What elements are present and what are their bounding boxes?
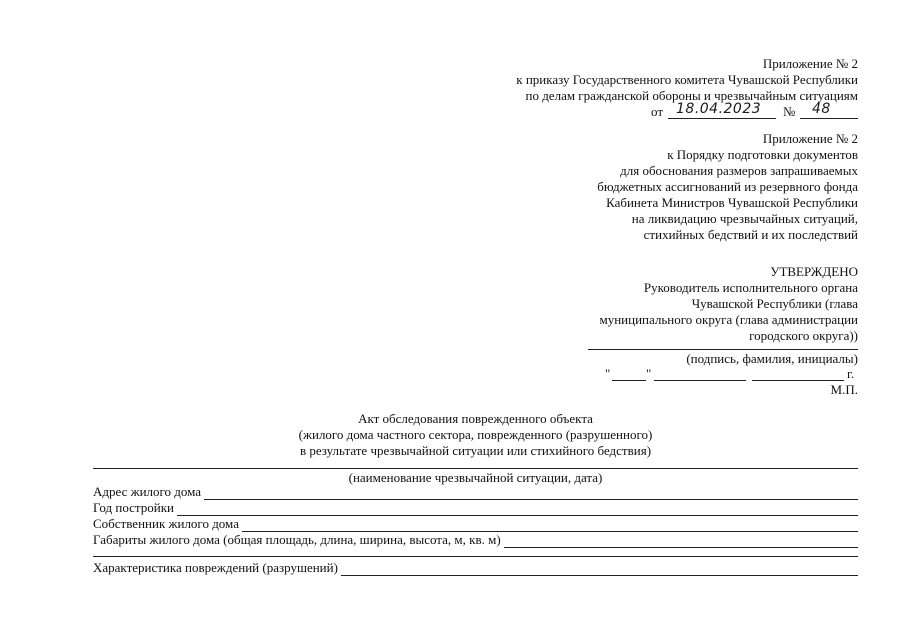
appendix2-line-5: Кабинета Министров Чувашской Республики	[606, 195, 858, 210]
number-underline	[800, 118, 858, 119]
field-owner-line	[242, 519, 858, 532]
field-address	[93, 484, 858, 500]
appendix2-line-2: к Порядку подготовки документов	[667, 147, 858, 162]
approval-date-quote-close: "	[646, 366, 652, 381]
field-dimensions-line	[504, 535, 858, 548]
act-title-line-3: в результате чрезвычайной ситуации или стихийного бедствия)	[299, 443, 652, 458]
appendix1-line-3: по делам гражданской обороны и чрезвычайным ситуациям	[525, 88, 858, 103]
approval-line-1: Руководитель исполнительного органа	[643, 280, 858, 295]
appendix2-line-1: Приложение № 2	[762, 131, 858, 146]
appendix1-line-2: к приказу Государственного комитета Чувашской Республики	[516, 72, 858, 87]
approval-line-4: городского округа))	[749, 328, 858, 343]
year-underline	[752, 380, 844, 381]
emergency-name-line	[93, 468, 858, 469]
field-damage-label: Характеристика повреждений (разрушений)	[93, 559, 338, 575]
field-address-line	[204, 487, 858, 500]
appendix1-date-prefix: от	[651, 104, 664, 119]
approval-heading: УТВЕРЖДЕНО	[770, 264, 858, 279]
approval-line-3: муниципального округа (глава администрации	[599, 312, 858, 327]
handwritten-date: 18.04.2023	[676, 101, 762, 117]
field-damage	[93, 560, 858, 576]
appendix2-line-6: на ликвидацию чрезвычайных ситуаций,	[631, 211, 858, 226]
date-underline	[668, 118, 776, 119]
approval-year-suffix: г.	[847, 366, 855, 381]
act-title-line-1: Акт обследования поврежденного объекта	[358, 411, 593, 426]
act-title-line-2: (жилого дома частного сектора, поврежденного (разрушенного)	[298, 427, 653, 442]
field-dimensions-label: Габариты жилого дома (общая площадь, длина, ширина, высота, м, кв. м)	[93, 531, 501, 547]
appendix1-number-prefix: №	[783, 104, 796, 119]
stamp-label: М.П.	[830, 382, 858, 397]
month-underline	[654, 380, 746, 381]
field-dimensions	[93, 532, 858, 548]
field-build-year-label: Год постройки	[93, 499, 174, 515]
appendix2-line-3: для обоснования размеров запрашиваемых	[620, 163, 858, 178]
field-damage-line	[341, 563, 858, 576]
signature-line	[588, 349, 858, 350]
field-build-year	[93, 500, 858, 516]
field-build-year-line	[177, 503, 858, 516]
appendix1-line-1: Приложение № 2	[762, 56, 858, 71]
approval-line-2: Чувашской Республики (глава	[691, 296, 858, 311]
handwritten-number: 48	[812, 101, 831, 117]
field-owner-label: Собственник жилого дома	[93, 515, 239, 531]
field-owner	[93, 516, 858, 532]
day-underline	[612, 380, 646, 381]
field-dimensions-extra-line	[93, 556, 858, 557]
approval-date-quote-open: "	[605, 366, 611, 381]
signature-caption: (подпись, фамилия, инициалы)	[686, 351, 858, 366]
appendix2-line-4: бюджетных ассигнований из резервного фонда	[597, 179, 858, 194]
emergency-caption: (наименование чрезвычайной ситуации, дата)	[348, 470, 603, 485]
field-address-label: Адрес жилого дома	[93, 483, 202, 499]
appendix2-line-7: стихийных бедствий и их последствий	[643, 227, 858, 242]
